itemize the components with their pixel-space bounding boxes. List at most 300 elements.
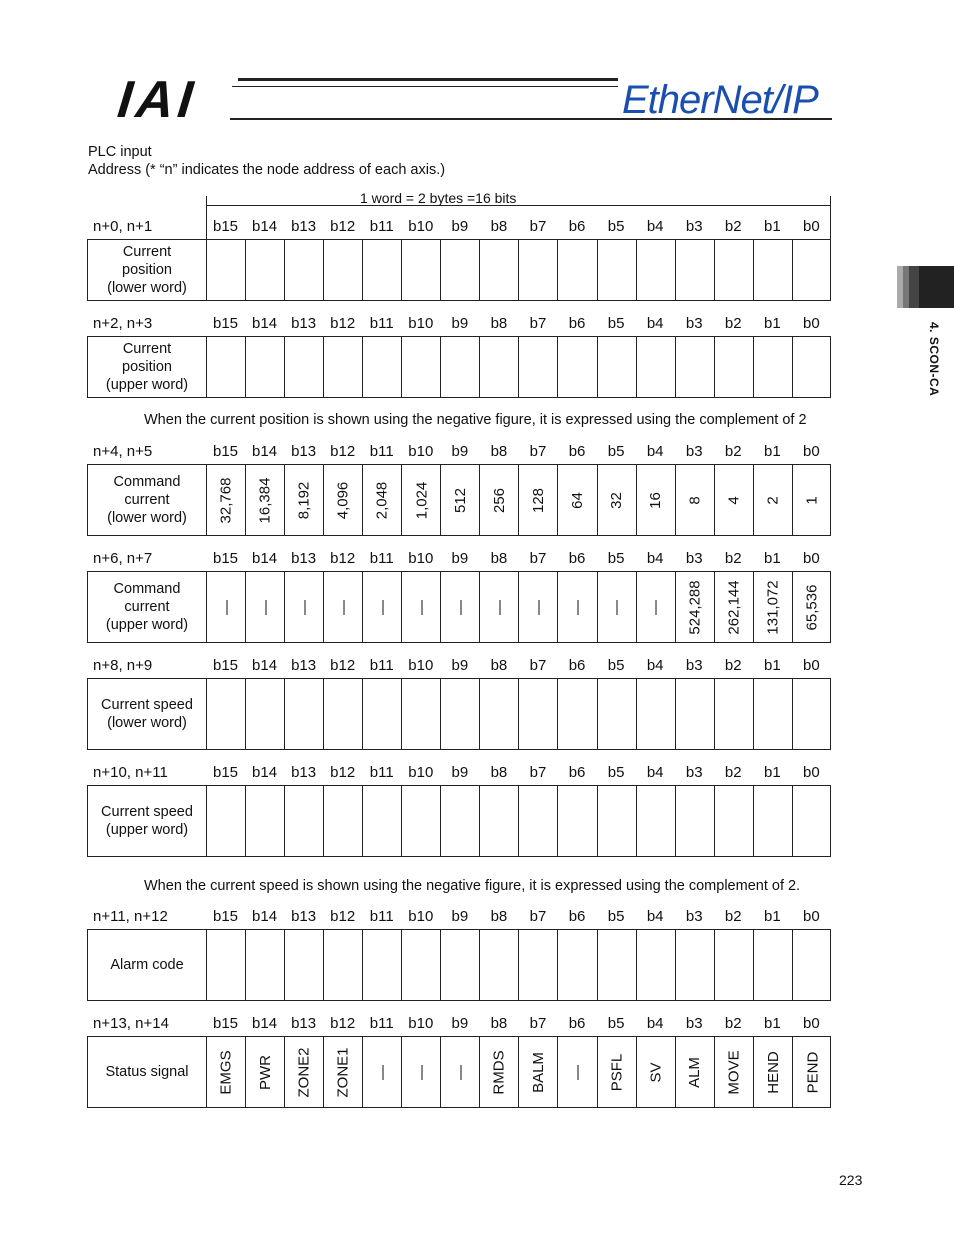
bit-cell (285, 930, 324, 1000)
register-address: n+6, n+7 (93, 550, 153, 567)
bit-cell-value: ZONE2 (295, 1046, 313, 1098)
bit-label: b0 (803, 657, 820, 674)
bit-label: b5 (607, 657, 625, 674)
bit-label: b5 (607, 908, 625, 925)
bit-label: b7 (529, 218, 547, 235)
bit-label: b2 (724, 908, 742, 925)
bit-cell (598, 240, 637, 300)
bit-label: b9 (451, 764, 469, 781)
header-rule-top (238, 78, 618, 81)
bit-cell (402, 679, 441, 749)
bit-label: b1 (763, 218, 781, 235)
bit-label: b3 (685, 657, 703, 674)
bit-label: b10 (408, 657, 434, 674)
bit-cell (559, 240, 598, 300)
bit-label: b2 (724, 315, 742, 332)
register-row (87, 785, 831, 857)
register-row-label: Current position (lower word) (88, 240, 207, 300)
bit-cell (363, 930, 402, 1000)
bit-cell-value: HEND (764, 1050, 782, 1094)
bit-label: b11 (369, 764, 394, 781)
bit-label: b15 (212, 218, 239, 235)
register-row (87, 571, 831, 643)
bit-cell (715, 572, 754, 642)
bit-label: b15 (212, 443, 239, 460)
bit-cell (519, 337, 558, 397)
bit-cell (480, 240, 519, 300)
bit-cell (324, 465, 363, 535)
bit-cell (480, 786, 519, 856)
bit-cell (754, 679, 793, 749)
bit-cell-value: — (451, 599, 469, 615)
bit-cell-value: — (334, 599, 352, 615)
register-address: n+2, n+3 (93, 315, 153, 332)
bit-cell-value: PWR (256, 1054, 274, 1090)
bit-cell (598, 572, 637, 642)
bit-label: b12 (330, 550, 356, 567)
bit-cell (793, 240, 832, 300)
bit-cell (207, 572, 246, 642)
bit-cell (285, 240, 324, 300)
bit-label: b4 (646, 764, 664, 781)
bit-cell (598, 930, 637, 1000)
bit-label: b7 (529, 1015, 547, 1032)
bit-cell-value: ALM (686, 1056, 704, 1088)
bit-cell (402, 337, 441, 397)
bit-label: b0 (803, 443, 820, 460)
bit-label: b13 (291, 657, 317, 674)
bit-cell (363, 1037, 402, 1107)
bit-label: b13 (291, 764, 317, 781)
bit-label: b15 (212, 657, 239, 674)
bit-cell (363, 572, 402, 642)
bit-cell (793, 786, 832, 856)
bit-cell (637, 337, 676, 397)
bit-label: b15 (212, 550, 239, 567)
bit-cell (519, 930, 558, 1000)
bit-label: b4 (646, 443, 664, 460)
bit-cell (285, 1037, 324, 1107)
iai-logo: IAI (114, 71, 200, 129)
bit-label: b13 (291, 443, 317, 460)
bit-cell (402, 786, 441, 856)
bit-cell (559, 930, 598, 1000)
bit-cell-value: 256 (490, 487, 508, 513)
bit-label: b14 (252, 657, 278, 674)
bit-cell-value: — (451, 1064, 469, 1080)
bit-label: b6 (568, 315, 586, 332)
bit-label: b10 (408, 315, 434, 332)
bit-cell (519, 1037, 558, 1107)
bit-cell (793, 572, 832, 642)
bit-cell-value: 8,192 (295, 481, 313, 519)
bit-cell-value: — (373, 599, 391, 615)
bit-label: b7 (529, 764, 547, 781)
bit-label: b14 (252, 1015, 278, 1032)
bit-cell (559, 337, 598, 397)
bit-cell (676, 679, 715, 749)
bit-cell (324, 930, 363, 1000)
bit-cell (676, 337, 715, 397)
bit-cell-value: RMDS (490, 1049, 508, 1095)
bit-cell (363, 337, 402, 397)
bit-label: b3 (685, 218, 703, 235)
bit-label: b0 (803, 764, 820, 781)
bit-cell-value: — (647, 599, 665, 615)
bit-cell-value: 65,536 (803, 584, 821, 630)
bit-cell-value: PEND (803, 1051, 821, 1093)
register-address: n+11, n+12 (93, 908, 168, 925)
bit-cell (519, 465, 558, 535)
bit-cell (793, 930, 832, 1000)
bit-label: b0 (803, 1015, 820, 1032)
bit-label: b11 (369, 443, 394, 460)
bit-cell-value: MOVE (725, 1049, 743, 1095)
bit-cell (715, 240, 754, 300)
ethernet-ip-brand: EtherNet/IP (622, 78, 818, 122)
bit-cell (480, 930, 519, 1000)
bit-label: b0 (803, 218, 820, 235)
bit-label: b12 (330, 1015, 356, 1032)
bit-cell-value: — (608, 599, 626, 615)
bit-label: b10 (408, 218, 434, 235)
bit-label: b11 (369, 657, 394, 674)
bit-label: b13 (291, 550, 317, 567)
bit-label: b3 (685, 908, 703, 925)
bit-cell (676, 240, 715, 300)
bit-label: b11 (369, 1015, 394, 1032)
bit-cell (363, 465, 402, 535)
bit-cell (324, 240, 363, 300)
bit-cell (324, 337, 363, 397)
bit-label: b13 (291, 218, 317, 235)
bit-cell (676, 465, 715, 535)
bit-label: b7 (529, 443, 547, 460)
bit-cell (207, 240, 246, 300)
bit-label: b8 (490, 443, 508, 460)
bit-label: b4 (646, 657, 664, 674)
bit-cell (402, 465, 441, 535)
bit-cell (246, 679, 285, 749)
bit-label: b15 (212, 764, 239, 781)
bit-cell-value: 32 (608, 491, 626, 509)
bit-label: b11 (369, 315, 394, 332)
position-complement-note: When the current position is shown using the negative figure, it is expressed using the complement of 2 (144, 412, 807, 428)
bit-cell-value: EMGS (217, 1049, 235, 1095)
side-tab-block (919, 266, 954, 308)
bit-cell (207, 465, 246, 535)
bit-label: b1 (763, 908, 781, 925)
bit-cell-value: — (412, 1064, 430, 1080)
bit-label: b5 (607, 315, 625, 332)
bit-cell (559, 572, 598, 642)
bit-label: b10 (408, 1015, 434, 1032)
bit-label: b14 (252, 443, 278, 460)
bit-cell (324, 1037, 363, 1107)
bit-cell (637, 465, 676, 535)
bit-cell (480, 1037, 519, 1107)
header-rule-mid (232, 86, 618, 87)
bit-label: b3 (685, 1015, 703, 1032)
bit-label: b8 (490, 218, 508, 235)
bit-label: b6 (568, 908, 586, 925)
side-chapter-label: 4. SCON-CA (927, 322, 941, 397)
bit-label: b9 (451, 657, 469, 674)
bit-cell (598, 679, 637, 749)
bit-cell-value: 524,288 (686, 579, 704, 635)
bit-cell (285, 337, 324, 397)
bit-cell (754, 786, 793, 856)
bit-cell (402, 930, 441, 1000)
bit-cell (754, 240, 793, 300)
bit-cell (441, 679, 480, 749)
register-row (87, 464, 831, 536)
bit-label: b13 (291, 908, 317, 925)
bit-label: b8 (490, 315, 508, 332)
register-address: n+13, n+14 (93, 1015, 169, 1032)
bit-cell (441, 1037, 480, 1107)
bit-cell-value: ZONE1 (334, 1046, 352, 1098)
bit-cell-value: — (217, 599, 235, 615)
bit-cell (207, 930, 246, 1000)
bit-cell-value: 262,144 (725, 579, 743, 635)
bit-label: b6 (568, 764, 586, 781)
bit-label: b11 (369, 550, 394, 567)
bit-label: b4 (646, 315, 664, 332)
bit-label: b7 (529, 315, 547, 332)
bit-cell-value: — (412, 599, 430, 615)
register-row-label: Current speed (upper word) (88, 786, 207, 856)
bit-cell (598, 337, 637, 397)
bit-label: b2 (724, 218, 742, 235)
bit-cell (598, 465, 637, 535)
bit-label: b6 (568, 443, 586, 460)
bit-cell (324, 786, 363, 856)
bit-label: b9 (451, 315, 469, 332)
bit-cell (519, 679, 558, 749)
bit-label: b1 (763, 550, 781, 567)
bit-label: b8 (490, 764, 508, 781)
bit-label: b15 (212, 315, 239, 332)
bit-cell (559, 1037, 598, 1107)
bit-cell (754, 337, 793, 397)
bit-label: b1 (763, 1015, 781, 1032)
bit-cell (246, 337, 285, 397)
bit-cell-value: 1 (803, 495, 821, 505)
bit-cell (441, 572, 480, 642)
register-address: n+4, n+5 (93, 443, 153, 460)
bit-cell (285, 465, 324, 535)
bit-cell-value: 16,384 (256, 477, 274, 523)
bit-cell (676, 1037, 715, 1107)
bit-cell (637, 679, 676, 749)
bit-label: b9 (451, 443, 469, 460)
bit-cell (637, 786, 676, 856)
bit-cell (480, 465, 519, 535)
bit-cell-value: 512 (451, 487, 469, 513)
bit-label: b3 (685, 764, 703, 781)
bit-label: b11 (369, 908, 394, 925)
bit-cell (246, 572, 285, 642)
bit-label: b3 (685, 315, 703, 332)
bit-cell (754, 572, 793, 642)
bit-label: b12 (330, 315, 356, 332)
bit-cell (715, 679, 754, 749)
register-address: n+8, n+9 (93, 657, 153, 674)
bit-cell (480, 337, 519, 397)
bit-label: b6 (568, 657, 586, 674)
bit-label: b12 (330, 443, 356, 460)
bit-cell (598, 786, 637, 856)
bit-cell (363, 679, 402, 749)
bit-label: b13 (291, 315, 317, 332)
bit-cell-value: 1,024 (412, 481, 430, 519)
bit-cell-value: — (529, 599, 547, 615)
bit-label: b5 (607, 443, 625, 460)
bit-cell-value: 128 (529, 487, 547, 513)
bit-cell (207, 786, 246, 856)
bit-cell (324, 572, 363, 642)
register-address: n+0, n+1 (93, 218, 153, 235)
bit-cell (754, 930, 793, 1000)
bit-label: b3 (685, 550, 703, 567)
bit-label: b12 (330, 764, 356, 781)
bit-label: b14 (252, 908, 278, 925)
register-row-label: Status signal (88, 1037, 207, 1107)
bit-cell (246, 930, 285, 1000)
bit-label: b2 (724, 1015, 742, 1032)
bit-label: b10 (408, 550, 434, 567)
bit-label: b7 (529, 657, 547, 674)
bit-cell (402, 1037, 441, 1107)
bit-cell (559, 679, 598, 749)
bit-label: b0 (803, 550, 820, 567)
bit-cell-value: PSFL (608, 1053, 626, 1091)
speed-complement-note: When the current speed is shown using the negative figure, it is expressed using the complement of 2. (144, 878, 801, 894)
bit-label: b12 (330, 218, 356, 235)
bit-cell (402, 572, 441, 642)
bit-label: b9 (451, 1015, 469, 1032)
bit-cell (246, 1037, 285, 1107)
bit-cell (793, 679, 832, 749)
bit-label: b6 (568, 218, 586, 235)
bit-cell (480, 572, 519, 642)
bit-cell (793, 337, 832, 397)
bit-label: b10 (408, 908, 434, 925)
bit-label: b0 (803, 315, 820, 332)
bit-cell (676, 930, 715, 1000)
bit-cell (715, 337, 754, 397)
bit-label: b14 (252, 315, 278, 332)
bit-cell (441, 337, 480, 397)
bit-label: b13 (291, 1015, 317, 1032)
bit-label: b8 (490, 908, 508, 925)
bit-cell (285, 572, 324, 642)
bit-cell (246, 240, 285, 300)
bit-cell (715, 1037, 754, 1107)
bit-label: b2 (724, 550, 742, 567)
bit-cell (363, 786, 402, 856)
bit-label: b1 (763, 443, 781, 460)
bit-label: b4 (646, 550, 664, 567)
bit-cell (637, 572, 676, 642)
bit-cell (637, 930, 676, 1000)
bit-cell (324, 679, 363, 749)
bit-cell-value: — (569, 1064, 587, 1080)
bit-cell-value: 8 (686, 495, 704, 505)
word-span-line (206, 205, 831, 206)
bit-label: b8 (490, 1015, 508, 1032)
bit-label: b2 (724, 764, 742, 781)
bit-label: b4 (646, 908, 664, 925)
bit-label: b6 (568, 1015, 586, 1032)
bit-label: b14 (252, 218, 278, 235)
bit-label: b9 (451, 550, 469, 567)
bit-label: b12 (330, 657, 356, 674)
bit-label: b10 (408, 764, 434, 781)
word-span-label: 1 word = 2 bytes =16 bits (360, 190, 517, 206)
bit-label: b0 (803, 908, 820, 925)
bit-cell (637, 1037, 676, 1107)
bit-cell (519, 572, 558, 642)
bit-cell (715, 786, 754, 856)
bit-cell-value: SV (647, 1061, 665, 1083)
page-number: 223 (839, 1172, 863, 1188)
bit-label: b3 (685, 443, 703, 460)
bit-cell (207, 679, 246, 749)
bit-cell-value: 64 (569, 491, 587, 509)
bit-label: b4 (646, 218, 664, 235)
bit-cell (480, 679, 519, 749)
bit-cell (441, 786, 480, 856)
bit-cell-value: 2 (764, 495, 782, 505)
intro-line-1: PLC input (88, 144, 152, 160)
register-row (87, 336, 831, 398)
bit-cell (285, 679, 324, 749)
bit-label: b8 (490, 657, 508, 674)
bit-cell (441, 465, 480, 535)
bit-label: b6 (568, 550, 586, 567)
bit-cell (676, 572, 715, 642)
bit-cell (207, 337, 246, 397)
bit-cell-value: 2,048 (373, 481, 391, 519)
register-row (87, 1036, 831, 1108)
bit-label: b8 (490, 550, 508, 567)
bit-cell (559, 786, 598, 856)
bit-label: b15 (212, 1015, 239, 1032)
bit-label: b12 (330, 908, 356, 925)
bit-cell (715, 930, 754, 1000)
bit-cell-value: — (295, 599, 313, 615)
bit-cell-value: — (373, 1064, 391, 1080)
bit-cell-value: 131,072 (764, 579, 782, 635)
bit-cell (715, 465, 754, 535)
bit-cell-value: BALM (529, 1051, 547, 1093)
bit-label: b2 (724, 657, 742, 674)
bit-label: b11 (369, 218, 394, 235)
bit-cell (207, 1037, 246, 1107)
bit-cell (441, 930, 480, 1000)
bit-cell (519, 786, 558, 856)
bit-label: b4 (646, 1015, 664, 1032)
bit-cell-value: — (256, 599, 274, 615)
bit-label: b1 (763, 764, 781, 781)
bit-label: b14 (252, 550, 278, 567)
bit-label: b10 (408, 443, 434, 460)
bit-label: b5 (607, 1015, 625, 1032)
bit-label: b5 (607, 764, 625, 781)
bit-label: b7 (529, 908, 547, 925)
